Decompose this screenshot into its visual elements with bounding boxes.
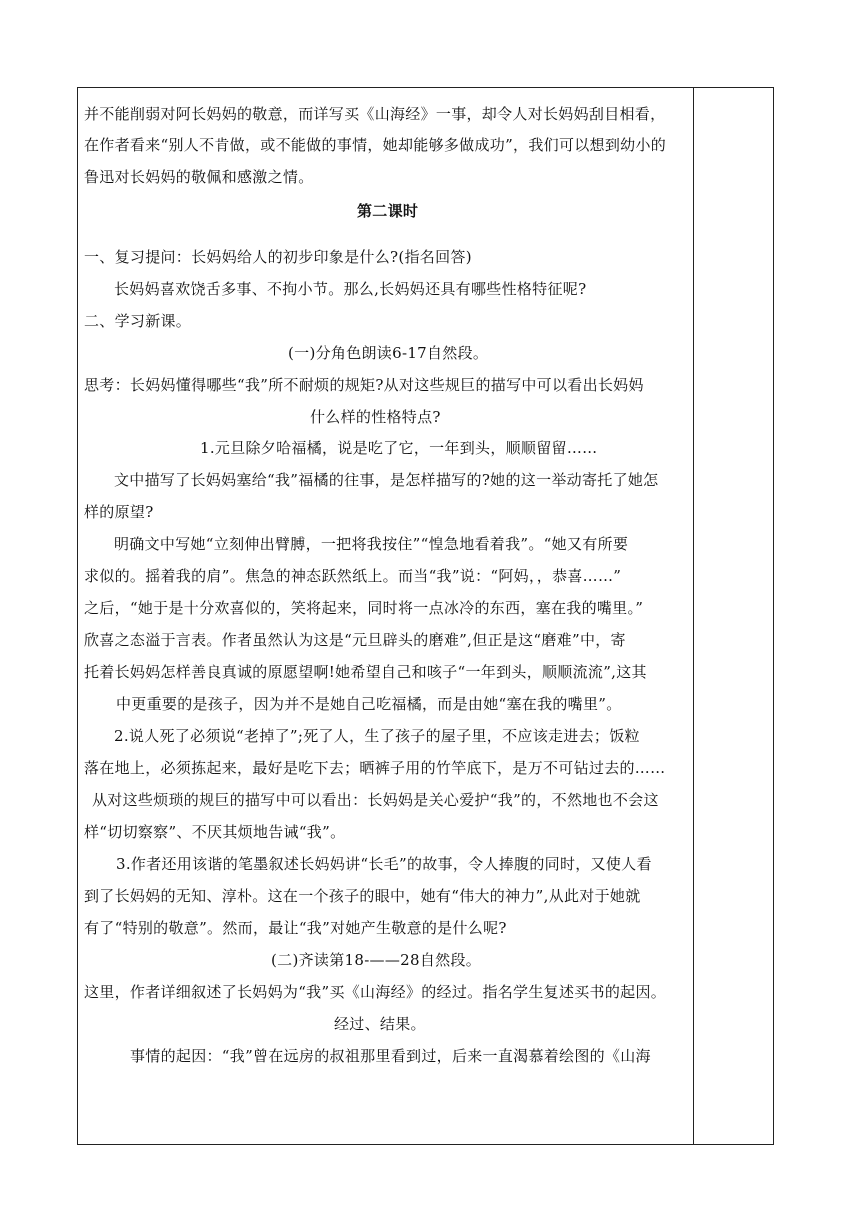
section-heading: 第二课时: [357, 202, 419, 220]
text-line: 有了“特别的敬意”。然而，最让“我”对她产生敬意的是什么呢?: [84, 919, 507, 937]
text-line: 明确文中写她“立刻伸出臂膊，一把将我按住”“惶急地看着我”。“她又有所要: [114, 535, 629, 553]
text-line: 思考：长妈妈懂得哪些“我”所不耐烦的规矩?从对这些规巨的描写中可以看出长妈妈: [84, 376, 644, 394]
text-line: 样“切切察察”、不厌其烦地告诫“我”。: [84, 823, 346, 841]
text-line: 求似的。摇着我的肩”。焦急的神态跃然纸上。而当“我”说：“阿妈，，恭喜……”: [84, 567, 622, 585]
text-line: 经过、结果。: [334, 1015, 426, 1033]
text-line: 事情的起因：“我”曾在远房的叔祖那里看到过，后来一直渴慕着绘图的《山海: [130, 1047, 651, 1065]
lesson-content-cell: [78, 88, 694, 1144]
lesson-table: [77, 87, 694, 1145]
text-line: 长妈妈喜欢饶舌多事、不拘小节。那么,长妈妈还具有哪些性格特征呢?: [114, 280, 587, 298]
text-line: 之后，“她于是十分欢喜似的，笑将起来，同时将一点冰冷的东西，塞在我的嘴里。”: [84, 599, 644, 617]
text-line: 到了长妈妈的无知、淳朴。这在一个孩子的眼中，她有“伟大的神力”,从此对于她就: [84, 887, 641, 905]
text-line: (二)齐读第18-——28自然段。: [271, 951, 482, 969]
text-line: 托着长妈妈怎样善良真诚的原愿望啊!她希望自己和咳子“一年到头，顺顺流流”,这其: [84, 663, 647, 681]
text-line: 一、复习提问：长妈妈给人的初步印象是什么?(指名回答): [84, 248, 472, 266]
text-line: 文中描写了长妈妈塞给“我”福橘的往事，是怎样描写的?她的这一举动寄托了她怎: [114, 471, 659, 489]
text-line: (一)分角色朗读6-17自然段。: [288, 344, 489, 362]
text-line: 1.元旦除夕哈福橘，说是吃了它，一年到头，顺顺留留……: [200, 439, 598, 457]
text-line: 样的原望?: [84, 503, 154, 521]
text-line: 从对这些烦琐的规巨的描写中可以看出：长妈妈是关心爱护“我”的，不然地也不会这: [92, 791, 659, 809]
text-line: 在作者看来“别人不肯做，或不能做的事情，她却能够多做成功”，我们可以想到幼小的: [84, 136, 667, 154]
text-line: 中更重要的是孩子，因为并不是她自己吃福橘，而是由她“塞在我的嘴里”。: [116, 695, 622, 713]
text-line: 这里，作者详细叙述了长妈妈为“我”买《山海经》的经过。指名学生复述买书的起因。: [84, 983, 667, 1001]
text-line: 二、学习新课。: [84, 312, 192, 330]
notes-column-cell: [694, 87, 774, 1145]
text-line: 并不能削弱对阿长妈妈的敬意，而详写买《山海经》一事，却令人对长妈妈刮目相看，: [84, 105, 666, 123]
text-line: 2.说人死了必须说“老掉了”;死了人，生了孩子的屋子里，不应该走进去；饭粒: [114, 727, 640, 745]
text-line: 欣喜之态溢于言表。作者虽然认为这是“元旦辟头的磨难”,但正是这“磨难”中，寄: [84, 631, 626, 649]
text-line: 鲁迅对长妈妈的敬佩和感激之情。: [84, 168, 314, 186]
text-line: 落在地上，必须拣起来，最好是吃下去；晒裤子用的竹竿底下，是万不可钻过去的……: [84, 759, 666, 777]
text-line: 什么样的性格特点?: [310, 408, 441, 426]
text-line: 3.作者还用该谐的笔墨叙述长妈妈讲“长毛”的故事，令人捧腹的同时，又使人看: [116, 855, 652, 873]
